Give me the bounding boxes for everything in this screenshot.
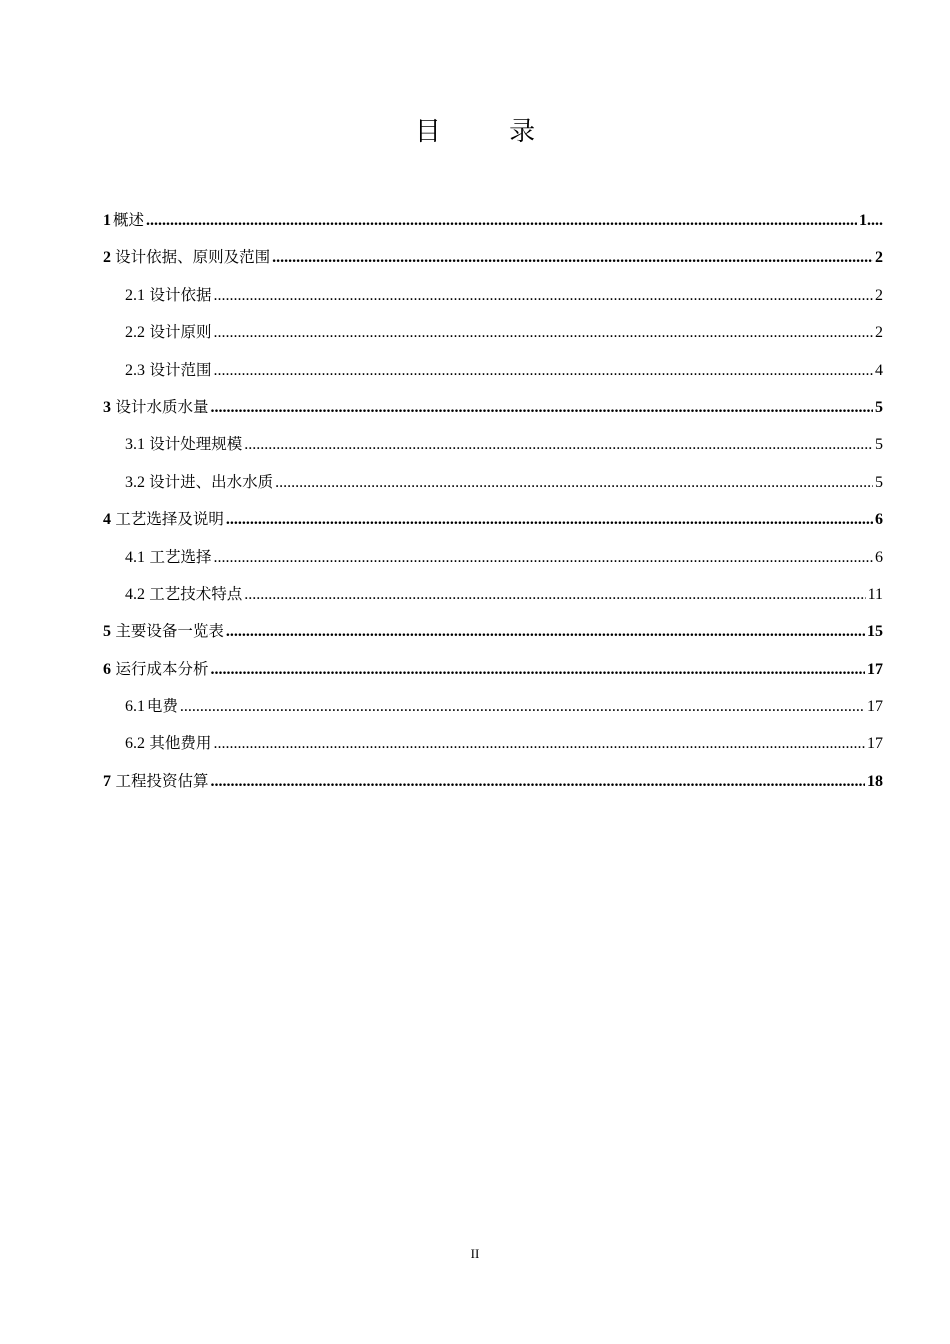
toc-entry-page: 5 — [875, 473, 883, 491]
toc-entry-page: 18 — [867, 772, 883, 790]
toc-entry-page: 2 — [875, 324, 883, 342]
toc-entry-number: 4.1 — [125, 548, 145, 566]
toc-entry-6-2[interactable] — [103, 725, 883, 762]
toc-entry-number: 6.1 — [125, 698, 145, 716]
toc-dot-leader — [214, 314, 874, 351]
toc-entry-page: 1.... — [859, 212, 883, 229]
toc-dot-leader — [272, 239, 873, 276]
toc-entry-2[interactable] — [103, 239, 883, 276]
toc-entry-page: 4 — [875, 361, 883, 379]
toc-entry-3-2[interactable] — [103, 464, 883, 501]
toc-entry-page: 5 — [875, 436, 883, 454]
toc-entry-7[interactable] — [103, 763, 883, 800]
toc-entry-4-2[interactable] — [103, 576, 883, 613]
toc-entry-page: 2 — [875, 286, 883, 304]
toc-entry-label: 其他费用 — [149, 734, 212, 753]
toc-dot-leader — [180, 688, 865, 725]
toc-entry-5[interactable] — [103, 613, 883, 650]
toc-dot-leader — [211, 389, 873, 426]
toc-entry-number: 4.2 — [125, 585, 145, 603]
toc-dot-leader — [226, 501, 873, 538]
toc-entry-label: 工程投资估算 — [115, 771, 209, 790]
toc-dot-leader — [146, 202, 857, 239]
toc-entry-label: 工艺选择 — [149, 547, 212, 566]
toc-entry-page: 17 — [867, 660, 883, 678]
toc-entry-label: 设计处理规模 — [149, 435, 243, 454]
toc-entry-number: 6 — [103, 660, 111, 678]
toc-entry-number: 2.1 — [125, 286, 145, 304]
toc-entry-page: 17 — [867, 735, 883, 753]
toc-entry-label: 运行成本分析 — [115, 659, 209, 678]
toc-dot-leader — [213, 725, 865, 762]
toc-entry-number: 7 — [103, 772, 111, 790]
toc-entry-label: 设计原则 — [149, 323, 212, 342]
table-of-contents — [103, 202, 883, 800]
toc-dot-leader — [210, 651, 865, 688]
toc-entry-2-1[interactable] — [103, 277, 883, 314]
toc-entry-page: 11 — [867, 585, 883, 603]
toc-entry-3-1[interactable] — [103, 426, 883, 463]
toc-entry-number: 6.2 — [125, 735, 145, 753]
toc-entry-4-1[interactable] — [103, 539, 883, 576]
toc-entry-page: 15 — [867, 623, 883, 641]
toc-entry-4[interactable] — [103, 501, 883, 538]
toc-entry-number: 5 — [103, 623, 111, 641]
toc-dot-leader — [275, 464, 873, 501]
toc-entry-label: 设计进、出水水质 — [149, 472, 274, 491]
toc-entry-label: 设计依据 — [149, 285, 212, 304]
toc-entry-2-2[interactable] — [103, 314, 883, 351]
toc-dot-leader — [214, 277, 874, 314]
toc-entry-page: 17 — [867, 698, 883, 716]
toc-entry-label: 工艺技术特点 — [149, 584, 243, 603]
toc-entry-page: 2 — [875, 249, 883, 267]
footer-page-number: II — [470, 1246, 480, 1261]
toc-entry-page: 6 — [875, 511, 883, 529]
toc-entry-label: 设计范围 — [149, 360, 212, 379]
toc-dot-leader — [244, 426, 873, 463]
toc-entry-1[interactable] — [103, 202, 883, 239]
toc-dot-leader — [226, 613, 865, 650]
toc-entry-number: 3.2 — [125, 473, 145, 491]
toc-entry-label: 电费 — [146, 697, 178, 716]
toc-entry-number: 1 — [103, 212, 111, 229]
toc-dot-leader — [210, 763, 865, 800]
toc-entry-6[interactable] — [103, 651, 883, 688]
toc-entry-page: 5 — [875, 398, 883, 416]
toc-dot-leader — [214, 352, 874, 389]
toc-entry-number: 2 — [103, 249, 111, 267]
toc-dot-leader — [244, 576, 865, 613]
toc-entry-number: 3.1 — [125, 436, 145, 454]
toc-entry-3[interactable] — [103, 389, 883, 426]
toc-entry-page: 6 — [875, 548, 883, 566]
toc-entry-6-1[interactable] — [103, 688, 883, 725]
toc-entry-label: 概述 — [112, 211, 144, 229]
page-title: 目 录 — [414, 117, 566, 147]
toc-entry-label: 主要设备一览表 — [115, 622, 224, 641]
toc-entry-number: 4 — [103, 511, 111, 529]
toc-entry-number: 2.2 — [125, 324, 145, 342]
toc-entry-label: 设计水质水量 — [115, 397, 209, 416]
toc-entry-2-3[interactable] — [103, 352, 883, 389]
toc-entry-number: 2.3 — [125, 361, 145, 379]
toc-entry-number: 3 — [103, 398, 111, 416]
toc-entry-label: 设计依据、原则及范围 — [115, 248, 271, 267]
toc-entry-label: 工艺选择及说明 — [115, 510, 224, 529]
toc-dot-leader — [214, 539, 874, 576]
